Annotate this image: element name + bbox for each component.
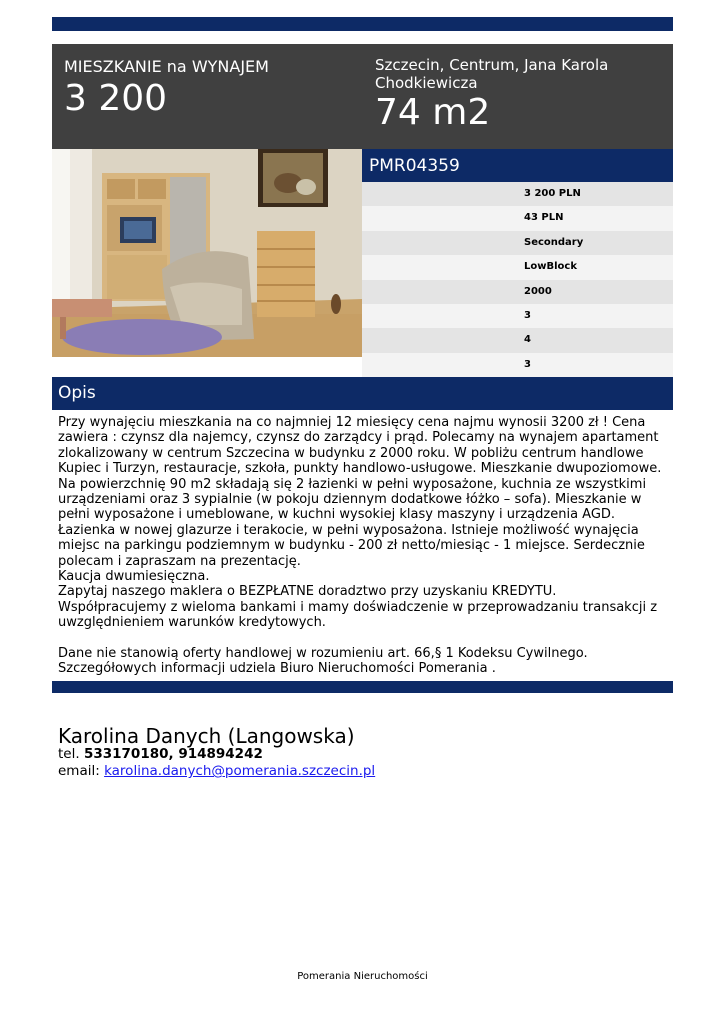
agent-phone: 533170180, 914894242 xyxy=(83,746,263,762)
detail-value: 3 xyxy=(524,309,531,321)
listing-area: 74 m2 xyxy=(375,92,491,133)
detail-row xyxy=(362,255,673,279)
reference-number: PMR04359 xyxy=(369,156,460,176)
description-text xyxy=(58,415,668,677)
detail-value: 43 PLN xyxy=(524,212,564,224)
listing-location: Szczecin, Centrum, Jana Karola Chodkiewicza xyxy=(375,56,609,92)
top-accent-bar xyxy=(52,17,673,31)
agent-contact xyxy=(58,746,375,780)
detail-value: 3 xyxy=(524,358,531,370)
reference-bar xyxy=(362,149,673,182)
detail-value: LowBlock xyxy=(524,261,577,273)
description-heading-bar xyxy=(52,377,673,410)
phone-label: tel. xyxy=(58,746,80,762)
apartment-photo xyxy=(52,149,362,357)
detail-value: Secondary xyxy=(524,236,584,248)
detail-row xyxy=(362,280,673,304)
detail-value: 2000 xyxy=(524,285,552,297)
detail-row xyxy=(362,328,673,352)
detail-row xyxy=(362,231,673,255)
listing-type: MIESZKANIE na WYNAJEM xyxy=(64,57,269,76)
listing-header xyxy=(52,44,673,149)
description-paragraph: Dane nie stanowią oferty handlowej w rozumieniu art. 66,§ 1 Kodeksu Cywilnego. Szczegółowych informacji udziela Biuro Nieruchomości Pomerania . xyxy=(58,645,588,677)
description-paragraph: Przy wynajęciu mieszkania na co najmniej 12 miesięcy cena najmu wynosii 3200 zł ! Cena zawiera : czynsz dla najemcy, czynsz do zarządcy i prąd. Polecamy na wynajem apartament zlokalizowany w centrum Szczecina w budynku z 2000 roku. W pobliżu centrum handlowe Kupiec i Turzyn, restauracje, szkoła, punkty handlowo-usługowe. Mieszkanie dwupoziomowe. Na powierzchnię 90 m2 składają się 2 łazienki w pełni wyposażone, kuchnia ze wszystkimi urządzeniami oraz 3 sypialnie (w pokoju dziennym dodatkowe łóżko – sofa). Mieszkanie w pełni wyposażone i umeblowane, w kuchni wysokiej klasy maszyny i urządzenia AGD. Łazienka w nowej glazurze i terakocie, w pełni wyposażona. Istnieje możliwość wynajęcia miejsc na parkingu podziemnym w budynku - 200 zł netto/miesiąc - 1 miejsce. Serdecznie polecam i zapraszam na prezentację. xyxy=(58,415,662,569)
detail-value: 4 xyxy=(524,334,531,346)
email-label: email: xyxy=(58,763,100,779)
detail-row xyxy=(362,304,673,328)
detail-row xyxy=(362,182,673,206)
description-heading: Opis xyxy=(58,383,96,403)
description-paragraph: Zapytaj naszego maklera o BEZPŁATNE doradztwo przy uzyskaniu KREDYTU. Współpracujemy z wieloma bankami i mamy doświadczenie w przeprowadzaniu transakcji z uwzględnieniem warunków kredytowych. xyxy=(58,584,658,631)
agent-email-link[interactable]: karolina.danych@pomerania.szczecin.pl xyxy=(104,763,376,779)
detail-value: 3 200 PLN xyxy=(524,188,581,199)
footer-text: Pomerania Nieruchomości xyxy=(297,971,428,982)
detail-row xyxy=(362,353,673,377)
details-table xyxy=(362,182,673,377)
listing-price: 3 200 xyxy=(64,78,168,119)
description-paragraph: Kaucja dwumiesięczna. xyxy=(58,569,210,585)
bottom-accent-bar xyxy=(52,681,673,693)
detail-row xyxy=(362,206,673,230)
agent-name: Karolina Danych (Langowska) xyxy=(58,724,355,748)
